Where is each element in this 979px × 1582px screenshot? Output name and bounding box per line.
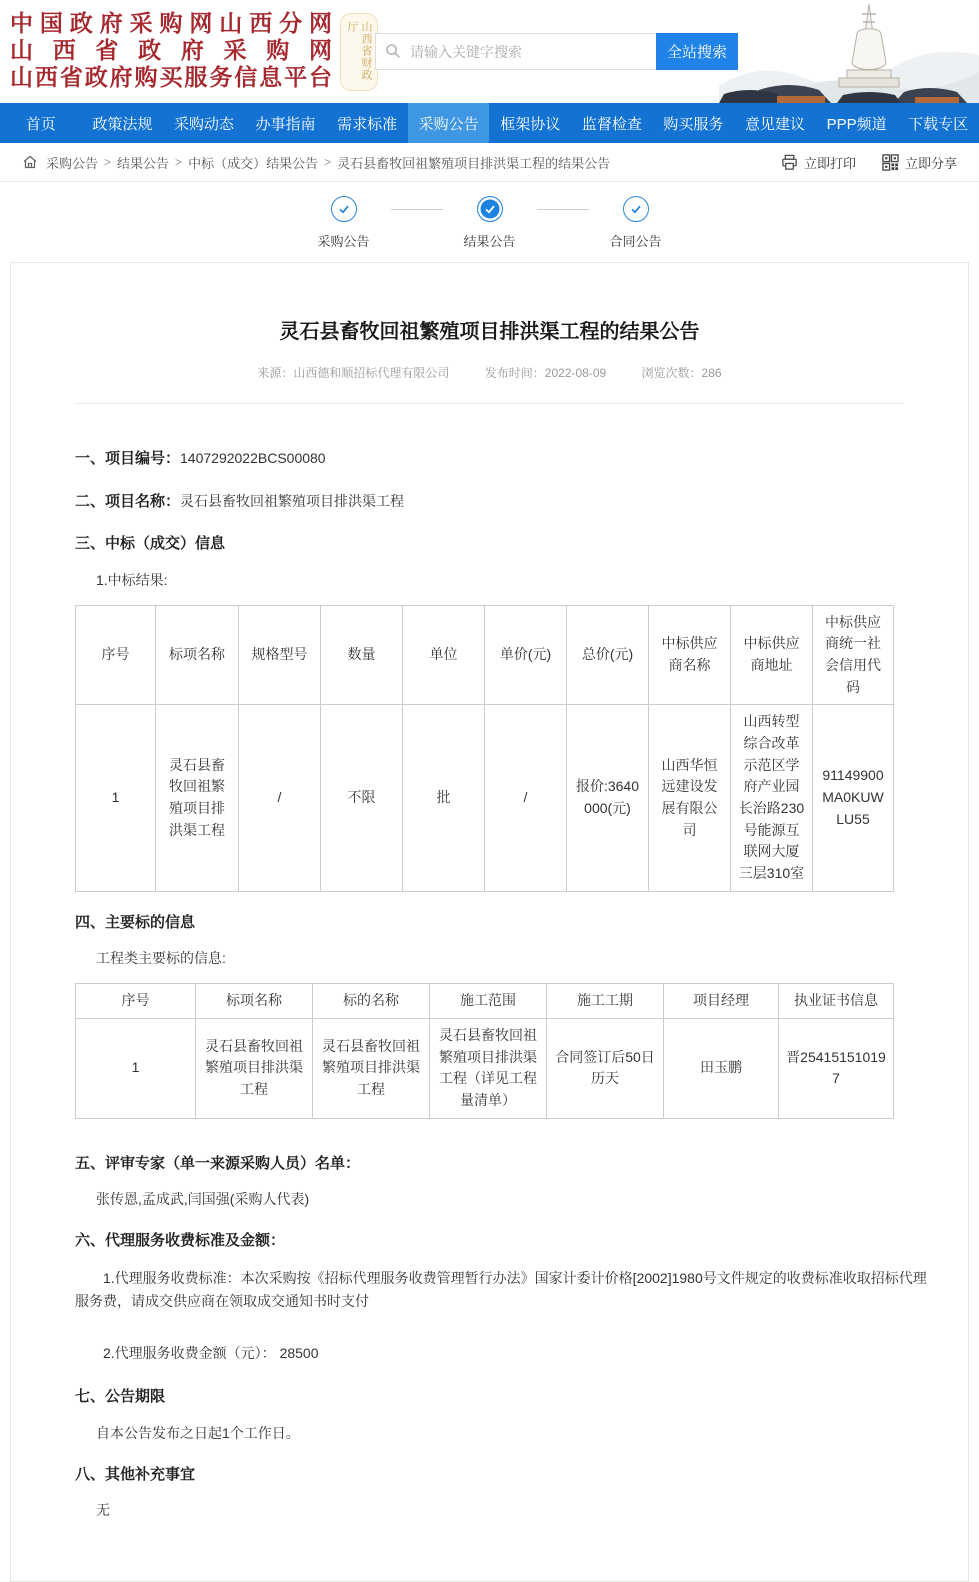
site-search-button[interactable]: 全站搜索 [656, 33, 738, 70]
cell-unit-price: / [485, 705, 567, 892]
table-row [76, 705, 894, 892]
breadcrumb-separator: > [324, 155, 332, 169]
nav-item-home[interactable]: 首页 [25, 115, 56, 133]
source-label: 来源： [257, 366, 294, 380]
col-header: 序号 [76, 605, 156, 705]
col-header: 中标供应商地址 [731, 605, 813, 705]
col-header: 序号 [76, 984, 196, 1019]
cell-target-name: 灵石县畜牧回祖繁殖项目排洪渠工程 [313, 1018, 430, 1118]
page-title: 灵石县畜牧回祖繁殖项目排洪渠工程的结果公告 [279, 321, 700, 343]
col-header: 项目经理 [664, 984, 779, 1019]
logo-line-3: 山西省政府购买服务信息平台 [10, 64, 332, 90]
step-connector [537, 209, 589, 210]
announcement-card [10, 262, 969, 1582]
section-other-matters-heading: 八、其他补充事宜 [75, 1465, 196, 1483]
project-number-value: 1407292022BCS00080 [180, 450, 326, 466]
col-header: 标项名称 [196, 984, 313, 1019]
logo-line-2: 山西省政府采购网 [10, 37, 332, 63]
views-value: 286 [701, 366, 722, 380]
site-logo-text [10, 10, 332, 91]
site-header [0, 0, 979, 103]
cell-lot-name: 灵石县畜牧回祖繁殖项目排洪渠工程 [156, 705, 239, 892]
print-button[interactable] [781, 153, 856, 172]
pagoda-illustration [719, 0, 979, 103]
cell-license-info: 晋254151510197 [779, 1018, 894, 1118]
nav-item-guide[interactable]: 办事指南 [255, 115, 316, 133]
step-label: 采购公告 [317, 234, 370, 249]
cell-total-price: 报价:3640000(元) [567, 705, 649, 892]
breadcrumb-item-result-announcements[interactable]: 结果公告 [117, 155, 170, 171]
cell-supplier-address: 山西转型综合改革示范区学府产业园长治路230号能源互联网大厦三层310室 [731, 705, 813, 892]
publish-time-label: 发布时间： [484, 366, 545, 380]
col-header: 单位 [403, 605, 485, 705]
cell-seq: 1 [76, 1018, 196, 1118]
col-header: 执业证书信息 [779, 984, 894, 1019]
share-button-label: 立即分享 [904, 155, 957, 171]
site-logo[interactable] [10, 10, 378, 91]
step-contract-announcement [604, 196, 668, 250]
step-label: 结果公告 [463, 234, 516, 249]
nav-item-framework-agreement[interactable]: 框架协议 [500, 115, 561, 133]
cell-construction-scope: 灵石县畜牧回祖繁殖项目排洪渠工程（详见工程量清单） [430, 1018, 547, 1118]
breadcrumb-item-award-result[interactable]: 中标（成交）结果公告 [188, 155, 319, 171]
col-header: 总价(元) [567, 605, 649, 705]
col-header: 施工工期 [547, 984, 664, 1019]
announcement-period-body: 自本公告发布之日起1个工作日。 [96, 1424, 300, 1441]
source-value: 山西德和顺招标代理有限公司 [293, 366, 450, 380]
nav-item-feedback[interactable]: 意见建议 [744, 115, 805, 133]
step-result-announcement [458, 196, 522, 250]
cell-project-manager: 田玉鹏 [664, 1018, 779, 1118]
step-label: 合同公告 [609, 234, 662, 249]
engineering-target-subheading: 工程类主要标的信息: [96, 950, 226, 967]
section-award-info-heading: 三、中标（成交）信息 [75, 535, 226, 552]
section-project-name-label: 二、项目名称： [75, 492, 181, 510]
table-row [76, 1018, 894, 1118]
cell-construction-period: 合同签订后50日历天 [547, 1018, 664, 1118]
award-result-subheading: 1.中标结果: [96, 571, 168, 588]
nav-item-purchase-services[interactable]: 购买服务 [663, 115, 724, 133]
section-main-target-heading: 四、主要标的信息 [75, 913, 196, 931]
cell-supplier-name: 山西华恒远建设发展有限公司 [649, 705, 731, 892]
nav-item-announcements[interactable]: 采购公告 [408, 103, 490, 143]
col-header: 中标供应商名称 [649, 605, 731, 705]
table-header-row [76, 984, 894, 1019]
announcement-steps [0, 182, 979, 262]
step-check-icon-active [477, 196, 503, 222]
step-purchase-announcement [312, 196, 376, 250]
home-icon [22, 154, 38, 170]
nav-item-policies[interactable]: 政策法规 [92, 115, 153, 133]
nav-item-ppp-channel[interactable]: PPP频道 [826, 115, 887, 133]
nav-item-demand-standards[interactable]: 需求标准 [337, 115, 398, 133]
col-header: 数量 [321, 605, 403, 705]
section-project-number [75, 448, 930, 471]
step-check-icon [623, 196, 649, 222]
finance-department-badge: 山西省财政厅 [340, 13, 378, 91]
col-header: 施工范围 [430, 984, 547, 1019]
agency-fee-amount: 2.代理服务收费金额（元）： 28500 [103, 1345, 319, 1362]
cell-lot-name: 灵石县畜牧回祖繁殖项目排洪渠工程 [196, 1018, 313, 1118]
section-announcement-period-heading: 七、公告期限 [75, 1388, 166, 1406]
section-project-name [75, 491, 930, 514]
table-header-row [76, 605, 894, 705]
cell-unit: 批 [403, 705, 485, 892]
col-header: 中标供应商统一社会信用代码 [813, 605, 894, 705]
section-experts-heading: 五、评审专家（单一来源采购人员）名单： [75, 1154, 361, 1172]
section-project-number-label: 一、项目编号： [75, 450, 181, 467]
printer-icon [781, 154, 798, 171]
agency-fee-standard: 1.代理服务收费标准：本次采购按《招标代理服务收费管理暂行办法》国家计委计价格[2002]1980号文件规定的收费标准收取招标代理服务费，请成交供应商在领取成交通知书时支付 [75, 1269, 927, 1310]
nav-item-supervision[interactable]: 监督检查 [581, 115, 642, 133]
cell-seq: 1 [76, 705, 156, 892]
breadcrumb-item-announcements[interactable]: 采购公告 [46, 155, 99, 171]
col-header: 标的名称 [313, 984, 430, 1019]
breadcrumb-separator: > [175, 155, 183, 169]
section-agency-fee-heading: 六、代理服务收费标准及金额： [75, 1232, 286, 1250]
views-label: 浏览次数： [641, 366, 702, 380]
publish-time-value: 2022-08-09 [544, 366, 607, 380]
logo-line-1: 中国政府采购网山西分网 [10, 10, 332, 36]
breadcrumb [0, 143, 979, 182]
breadcrumb-separator: > [104, 155, 112, 169]
article-body [11, 404, 968, 1521]
project-name-value: 灵石县畜牧回祖繁殖项目排洪渠工程 [180, 492, 405, 509]
award-result-table [75, 605, 894, 892]
col-header: 标项名称 [156, 605, 239, 705]
experts-list: 张传恩,孟成武,闫国强(采购人代表) [96, 1191, 310, 1208]
qr-share-icon [882, 154, 899, 171]
cell-quantity: 不限 [321, 705, 403, 892]
search-icon [385, 43, 401, 59]
step-connector [391, 209, 443, 210]
share-button[interactable] [882, 153, 957, 172]
other-matters-body: 无 [96, 1502, 110, 1519]
nav-item-procurement-news[interactable]: 采购动态 [173, 115, 234, 133]
nav-item-downloads[interactable]: 下载专区 [908, 115, 969, 133]
site-search [375, 33, 738, 70]
print-button-label: 立即打印 [803, 155, 856, 171]
breadcrumb-item-current-page: 灵石县畜牧回祖繁殖项目排洪渠工程的结果公告 [337, 155, 611, 171]
step-check-icon [331, 196, 357, 222]
main-nav [0, 103, 979, 143]
col-header: 规格型号 [239, 605, 321, 705]
cell-spec: / [239, 705, 321, 892]
col-header: 单价(元) [485, 605, 567, 705]
search-input[interactable] [375, 33, 656, 70]
main-target-table [75, 983, 894, 1118]
cell-supplier-credit-code: 91149900MA0KUWLU55 [813, 705, 894, 892]
article-meta [11, 364, 968, 381]
